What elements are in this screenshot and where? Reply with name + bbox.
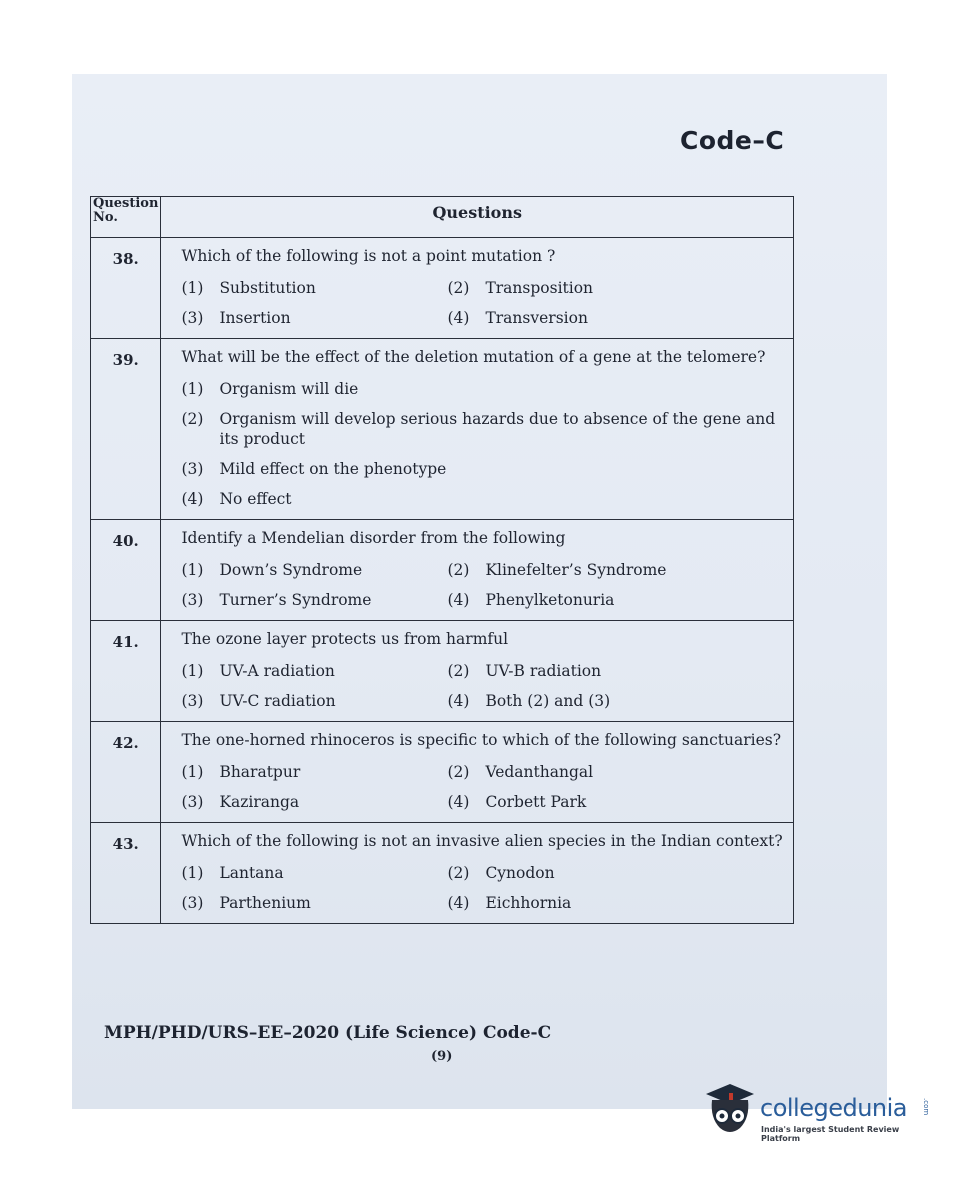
- answer-option: [181, 489, 787, 509]
- option-text: Mild effect on the phenotype: [219, 460, 447, 478]
- answer-option: [447, 691, 787, 711]
- option-text: Lantana: [219, 864, 284, 882]
- answer-option: [181, 893, 447, 913]
- option-number: (1): [181, 380, 204, 398]
- option-number: (1): [181, 279, 204, 297]
- question-row: [91, 520, 794, 621]
- option-text: Phenylketonuria: [485, 591, 615, 609]
- options-list: [181, 379, 787, 509]
- option-text: Parthenium: [219, 894, 311, 912]
- answer-option: [181, 459, 787, 479]
- option-number: (3): [181, 309, 204, 327]
- options-grid: [181, 762, 787, 812]
- option-number: (2): [447, 662, 470, 680]
- answer-option: [447, 308, 787, 328]
- option-number: (1): [181, 864, 204, 882]
- question-cell: [161, 339, 794, 520]
- answer-option: [447, 792, 787, 812]
- option-number: (1): [181, 763, 204, 781]
- option-text: Kaziranga: [219, 793, 300, 811]
- question-cell: [161, 621, 794, 722]
- page-number: (9): [431, 1049, 453, 1064]
- questions-table: [90, 196, 794, 924]
- option-text: Bharatpur: [219, 763, 301, 781]
- option-text: Insertion: [219, 309, 291, 327]
- question-number: 42.: [91, 722, 161, 823]
- option-number: (3): [181, 591, 204, 609]
- answer-option: [447, 278, 787, 298]
- paper-footer: MPH/PHD/URS–EE–2020 (Life Science) Code-C: [104, 1023, 552, 1043]
- options-grid: [181, 863, 787, 913]
- option-text: Organism will develop serious hazards due to absence of the gene and its product: [219, 410, 776, 448]
- question-row: [91, 823, 794, 924]
- options-grid: [181, 661, 787, 711]
- answer-option: [181, 278, 447, 298]
- answer-option: [447, 893, 787, 913]
- table-header-row: [91, 197, 794, 238]
- option-number: (2): [447, 279, 470, 297]
- question-number: 43.: [91, 823, 161, 924]
- option-number: (3): [181, 692, 204, 710]
- answer-option: [181, 863, 447, 883]
- header-question-no: Question No.: [91, 197, 161, 238]
- question-stem: The one-horned rhinoceros is specific to which of the following sanctuaries?: [181, 731, 782, 749]
- option-text: UV-C radiation: [219, 692, 336, 710]
- logo-wordmark: collegedunia: [760, 1094, 908, 1122]
- option-number: (1): [181, 662, 204, 680]
- answer-option: [181, 409, 787, 449]
- question-cell: [161, 520, 794, 621]
- option-text: UV-B radiation: [485, 662, 602, 680]
- questions-body: [91, 238, 794, 924]
- question-stem: Which of the following is not an invasive alien species in the Indian context?: [181, 832, 783, 850]
- option-number: (4): [447, 591, 470, 609]
- question-number: 39.: [91, 339, 161, 520]
- question-stem: Which of the following is not a point mutation ?: [181, 247, 556, 265]
- option-number: (4): [447, 309, 470, 327]
- answer-option: [447, 560, 787, 580]
- question-stem: The ozone layer protects us from harmful: [181, 630, 509, 648]
- option-number: (2): [181, 410, 204, 428]
- answer-option: [181, 560, 447, 580]
- answer-option: [181, 762, 447, 782]
- graduate-mascot-icon: [700, 1078, 758, 1138]
- option-number: (4): [447, 894, 470, 912]
- answer-option: [447, 661, 787, 681]
- answer-option: [181, 691, 447, 711]
- answer-option: [447, 863, 787, 883]
- option-number: (2): [447, 864, 470, 882]
- logo-tagline: India's largest Student Review Platform: [761, 1125, 900, 1143]
- option-text: Vedanthangal: [485, 763, 594, 781]
- question-row: [91, 339, 794, 520]
- answer-option: [181, 590, 447, 610]
- header-questions: Questions: [161, 197, 794, 238]
- question-stem: What will be the effect of the deletion mutation of a gene at the telomere?: [181, 348, 766, 366]
- answer-option: [181, 308, 447, 328]
- question-row: [91, 238, 794, 339]
- option-text: Substitution: [219, 279, 316, 297]
- question-row: [91, 621, 794, 722]
- option-number: (3): [181, 460, 204, 478]
- option-text: Cynodon: [485, 864, 555, 882]
- question-number: 40.: [91, 520, 161, 621]
- option-number: (3): [181, 894, 204, 912]
- options-grid: [181, 560, 787, 610]
- option-text: Both (2) and (3): [485, 692, 611, 710]
- option-text: UV-A radiation: [219, 662, 335, 680]
- question-row: [91, 722, 794, 823]
- question-number: 38.: [91, 238, 161, 339]
- logo-suffix: .com: [922, 1098, 930, 1116]
- option-text: Eichhornia: [485, 894, 572, 912]
- option-number: (4): [447, 692, 470, 710]
- answer-option: [181, 379, 787, 399]
- option-text: Down’s Syndrome: [219, 561, 363, 579]
- option-text: Corbett Park: [485, 793, 587, 811]
- option-number: (4): [447, 793, 470, 811]
- option-text: Transversion: [485, 309, 588, 327]
- option-number: (2): [447, 763, 470, 781]
- question-cell: [161, 722, 794, 823]
- option-text: Klinefelter’s Syndrome: [485, 561, 667, 579]
- answer-option: [181, 661, 447, 681]
- option-text: No effect: [219, 490, 292, 508]
- paper-code-label: Code–C: [680, 126, 785, 155]
- collegedunia-logo: [700, 1078, 930, 1148]
- answer-option: [447, 762, 787, 782]
- question-stem: Identify a Mendelian disorder from the following: [181, 529, 566, 547]
- option-text: Transposition: [485, 279, 594, 297]
- option-number: (2): [447, 561, 470, 579]
- option-number: (4): [181, 490, 204, 508]
- option-number: (3): [181, 793, 204, 811]
- option-text: Organism will die: [219, 380, 359, 398]
- answer-option: [181, 792, 447, 812]
- question-cell: [161, 238, 794, 339]
- options-grid: [181, 278, 787, 328]
- question-cell: [161, 823, 794, 924]
- answer-option: [447, 590, 787, 610]
- option-text: Turner’s Syndrome: [219, 591, 372, 609]
- question-number: 41.: [91, 621, 161, 722]
- option-number: (1): [181, 561, 204, 579]
